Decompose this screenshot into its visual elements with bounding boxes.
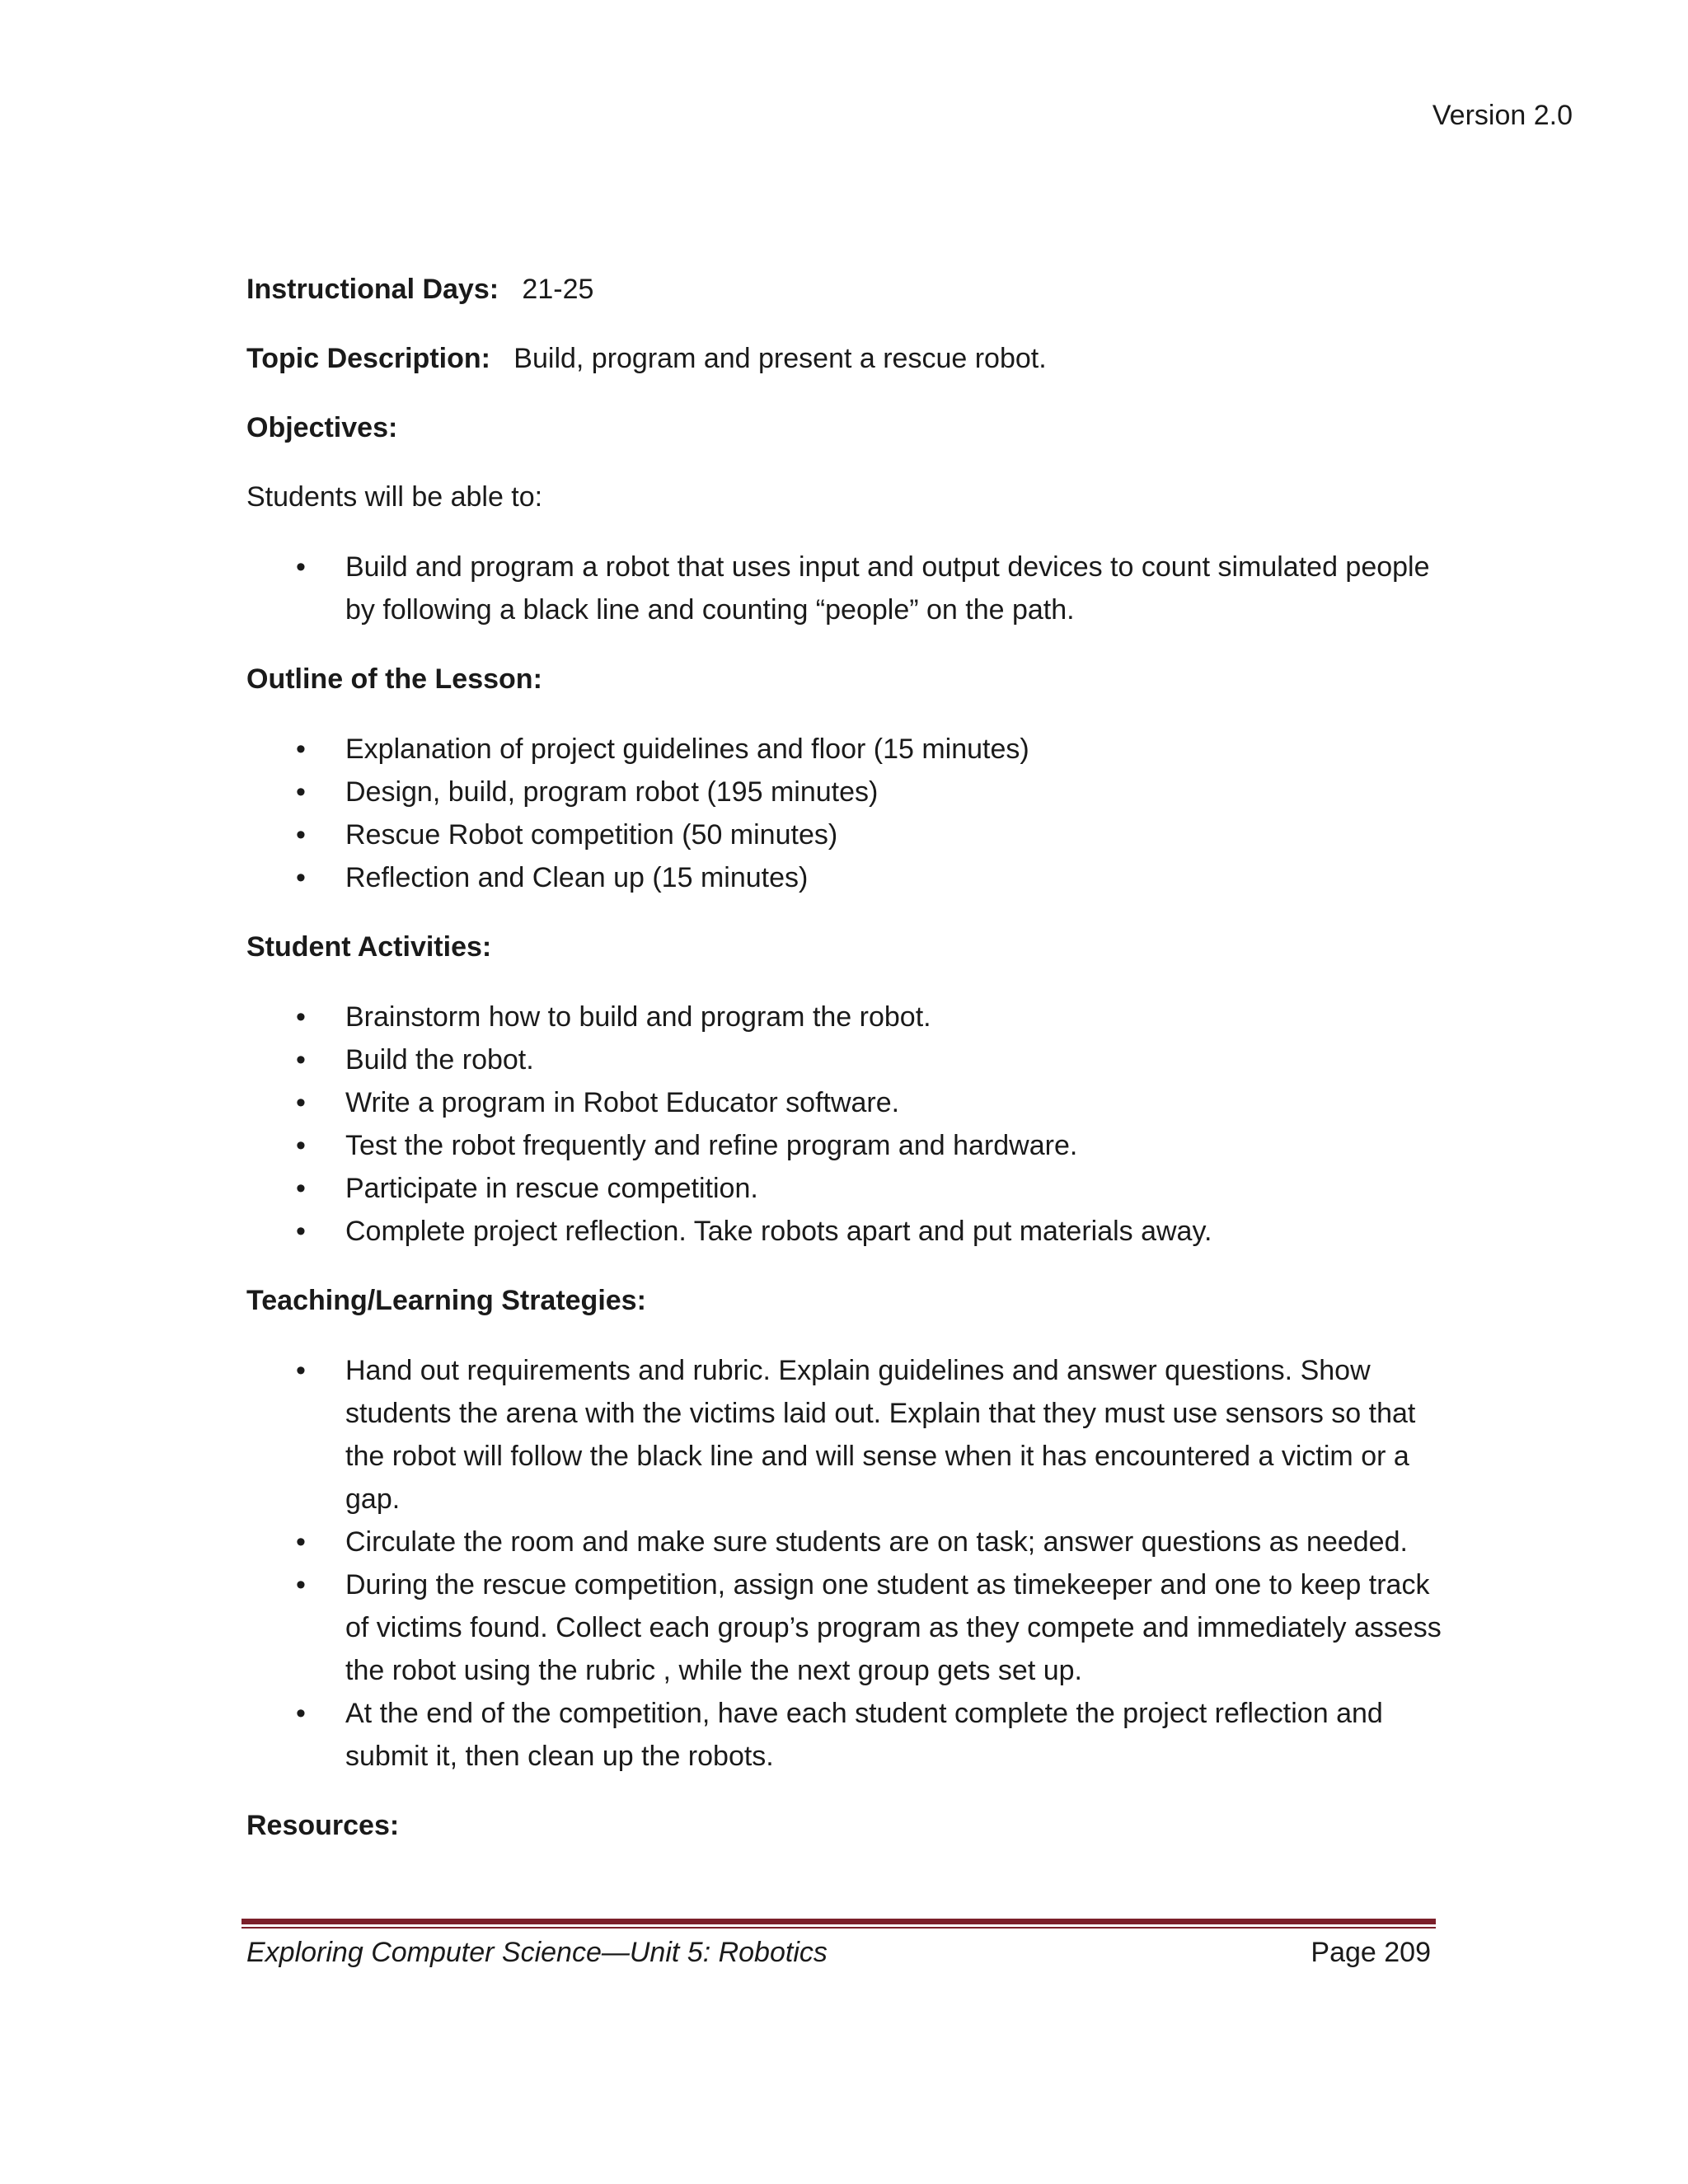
list-item-line: • During the rescue competition, assign one student as timekeeper and one to keep track bbox=[345, 1569, 1430, 1601]
activities-list bbox=[246, 996, 1433, 1253]
footer-title: Exploring Computer Science—Unit 5: Robotics bbox=[246, 1937, 828, 1968]
objectives-list bbox=[246, 546, 1433, 631]
list-item-line: • Build and program a robot that uses input and output devices to count simulated people bbox=[345, 551, 1430, 583]
list-item-line: the robot will follow the black line and will sense when it has encountered a victim or a bbox=[345, 1441, 1409, 1472]
list-item bbox=[246, 1521, 1433, 1563]
page-number: Page 209 bbox=[1311, 1937, 1431, 1968]
topic-description bbox=[246, 337, 1433, 380]
instructional-days-label: Instructional Days: bbox=[246, 274, 499, 305]
list-item: • Rescue Robot competition (50 minutes) bbox=[246, 813, 1433, 856]
resources-heading: Resources: bbox=[246, 1810, 400, 1841]
objectives-intro: Students will be able to: bbox=[246, 481, 543, 513]
list-item: • Participate in rescue competition. bbox=[246, 1167, 1433, 1210]
list-item: • Complete project reflection. Take robots apart and put materials away. bbox=[246, 1210, 1433, 1253]
activities-heading: Student Activities: bbox=[246, 931, 492, 963]
list-item-line: of victims found. Collect each group’s program as they compete and immediately assess bbox=[345, 1612, 1442, 1643]
topic-description-label: Topic Description: bbox=[246, 343, 490, 374]
list-item: • Test the robot frequently and refine program and hardware. bbox=[246, 1124, 1433, 1167]
list-item-line: • Circulate the room and make sure students are on task; answer questions as needed. bbox=[345, 1526, 1408, 1558]
list-item-line: • At the end of the competition, have each student complete the project reflection and bbox=[345, 1698, 1383, 1729]
list-item: • Build the robot. bbox=[246, 1038, 1433, 1081]
strategies-list bbox=[246, 1349, 1442, 1778]
list-item-line: submit it, then clean up the robots. bbox=[345, 1741, 774, 1772]
list-item: • Explanation of project guidelines and floor (15 minutes) bbox=[246, 728, 1433, 771]
list-item-line: gap. bbox=[345, 1483, 401, 1515]
list-item bbox=[246, 1692, 1433, 1778]
footer-rule-thick bbox=[241, 1919, 1436, 1924]
list-item-line: • Hand out requirements and rubric. Explain guidelines and answer questions. Show bbox=[345, 1355, 1371, 1386]
list-item bbox=[246, 546, 1433, 631]
list-item-line: students the arena with the victims laid out. Explain that they must use sensors so that bbox=[345, 1398, 1416, 1429]
list-item-line: by following a black line and counting “people” on the path. bbox=[345, 594, 1075, 626]
list-item: • Write a program in Robot Educator software. bbox=[246, 1081, 1433, 1124]
footer-rule-thin bbox=[241, 1927, 1436, 1929]
objectives-heading: Objectives: bbox=[246, 412, 398, 443]
list-item bbox=[246, 1349, 1433, 1521]
instructional-days bbox=[246, 268, 1433, 311]
topic-description-value: Build, program and present a rescue robot. bbox=[513, 343, 1047, 374]
outline-list bbox=[246, 728, 1433, 899]
list-item: • Reflection and Clean up (15 minutes) bbox=[246, 856, 1433, 899]
outline-heading: Outline of the Lesson: bbox=[246, 663, 542, 695]
lesson-content bbox=[246, 268, 1442, 1847]
list-item-line: the robot using the rubric , while the next group gets set up. bbox=[345, 1655, 1082, 1686]
list-item: • Design, build, program robot (195 minutes) bbox=[246, 771, 1433, 813]
version-label: Version 2.0 bbox=[1432, 100, 1573, 131]
list-item: • Brainstorm how to build and program the robot. bbox=[246, 996, 1433, 1038]
list-item bbox=[246, 1563, 1442, 1692]
strategies-heading: Teaching/Learning Strategies: bbox=[246, 1285, 646, 1316]
instructional-days-value: 21-25 bbox=[522, 274, 594, 305]
